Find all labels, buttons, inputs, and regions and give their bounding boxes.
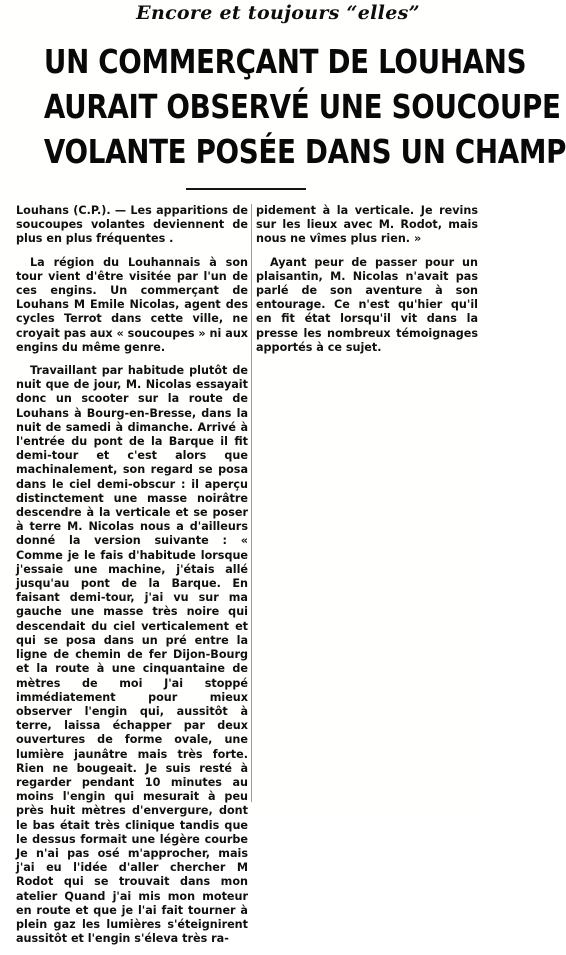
paragraph-dateline: Louhans (C.P.). — Les apparitions de soucoupes volantes deviennent de plus en plus fréquentes .	[16, 204, 248, 246]
column-divider	[251, 204, 252, 802]
paragraph-region: La région du Louhannais à son tour vient d'être visitée par l'un de ces engins. Un commerçant de Louhans M Emile Nicolas, agent des cycles Terrot dans cette ville, ne croyait pas aux « soucoupes » ni aux engins du même genre.	[16, 255, 248, 354]
paragraph-testimony: Travaillant par habitude plutôt de nuit que de jour, M. Nicolas essayait donc un scooter sur la route de Louhans à Bourg-en-Bresse, dans la nuit de samedi à dimanche. Arrivé à l'entrée du pont de la Barque il fit demi-tour et c'est alors que machinalement, son regard se posa dans le ciel demi-obscur : il aperçu distinctement une masse noirâtre descendre à la verticale et se poser à terre M. Nicolas nous a d'ailleurs donné la version suivante : « Comme je le fais d'habitude lorsque j'essaie une machine, j'étais allé jusqu'au pont de la Barque. En faisant demi-tour, j'ai vu sur ma gauche une masse très noire qui descendait du ciel verticalement et qui se posa dans un pré entre la ligne de chemin de fer Dijon-Bourg et la route à une cinquantaine de mètres de moi J'ai stoppé immédiatement pour mieux observer l'engin qui, aussitôt à terre, laissa échapper par deux ouvertures de forme ovale, une lumière jaunâtre mais très forte. Rien ne bougeait. Je suis resté à regarder pendant 10 minutes au moins l'engin qui mesurait à peu près huit mètres d'envergure, dont le bas était très clinique tandis que le dessus formait une légère courbe Je n'ai pas osé m'approcher, mais j'ai eu l'idée d'aller chercher M Rodot qui se trouvait dans mon atelier Quand j'ai mis mon moteur en route et que je l'ai fait tourner à plein gaz les lumières s'éteignirent aussitôt et l'engin s'éleva très ra-	[16, 364, 248, 946]
left-column	[16, 204, 248, 955]
kicker-line: Encore et toujours “elles”	[136, 2, 420, 24]
headline-line-2: AURAIT OBSERVÉ UNE SOUCOUPE	[43, 87, 561, 126]
headline-rule	[186, 188, 306, 190]
paragraph-conclusion: Ayant peur de passer pour un plaisantin, M. Nicolas n'avait pas parlé de son aventure à son entourage. Ce n'est qu'hier qu'il en fit état lorsqu'il vit dans la presse les nombreux témoignages apportés à ce sujet.	[256, 255, 478, 354]
headline-line-3: VOLANTE POSÉE DANS UN CHAMP	[43, 132, 566, 171]
right-column	[256, 204, 478, 364]
paragraph-continuation: pidement à la verticale. Je revins sur les lieux avec M. Rodot, mais nous ne vîmes plus rien. »	[256, 204, 478, 246]
headline-line-1: UN COMMERÇANT DE LOUHANS	[43, 42, 527, 81]
